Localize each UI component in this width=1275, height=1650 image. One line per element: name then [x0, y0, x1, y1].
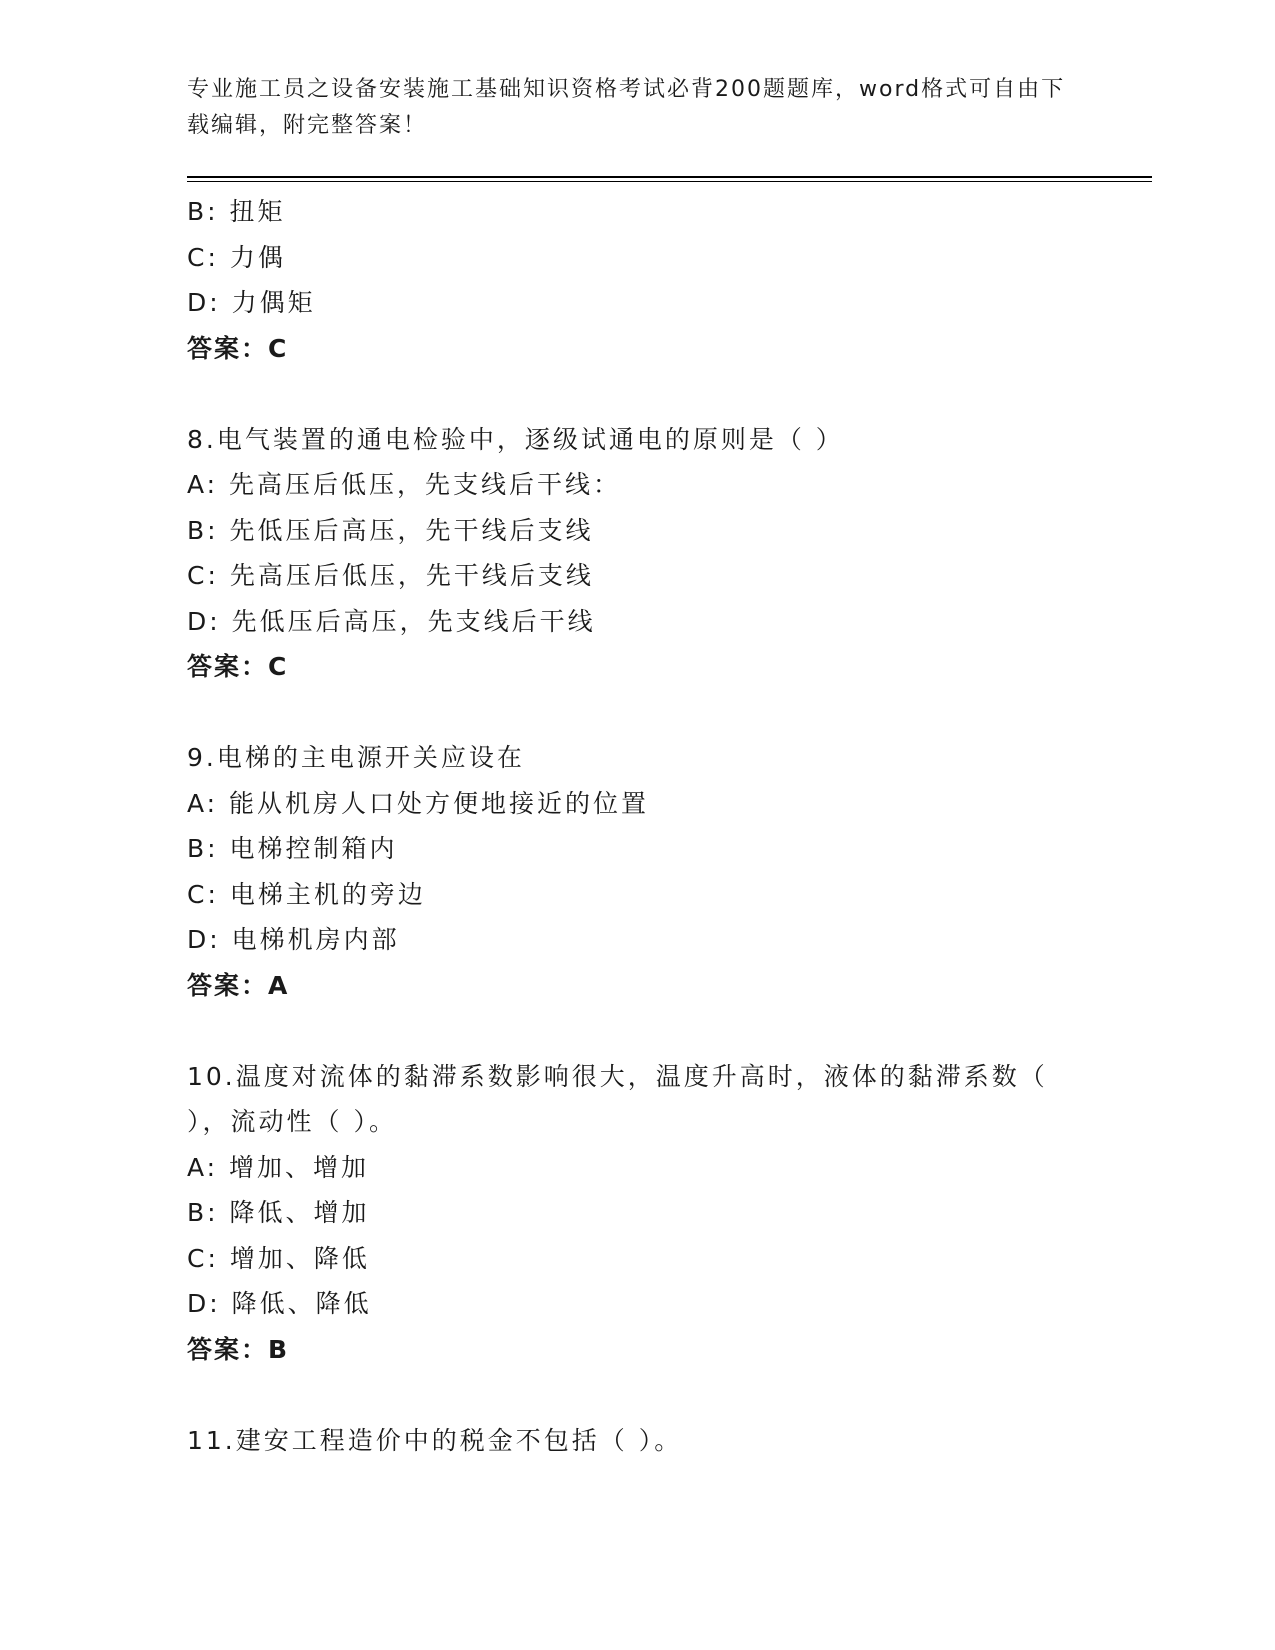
option-d: D: 电梯机房内部: [187, 925, 400, 954]
question-9-block: [187, 735, 1087, 1008]
question-text-line-2: ），流动性（ ）。: [187, 1107, 397, 1136]
document-header: 专业施工员之设备安装施工基础知识资格考试必背200题题库，word格式可自由下载编辑，附完整答案！: [187, 77, 1066, 138]
answer-line: 答案：B: [187, 1334, 290, 1364]
option-c: C: 力偶: [187, 242, 286, 272]
spacer: [187, 690, 1087, 736]
question-8-block: [187, 417, 1087, 690]
question-content: [187, 189, 1087, 1463]
option-d: D: 先低压后高压，先支线后干线: [187, 606, 596, 636]
option-b: B: 降低、增加: [187, 1198, 370, 1227]
option-b: B: 扭矩: [187, 197, 286, 226]
question-11-block: [187, 1418, 1087, 1464]
option-a: A: 能从机房人口处方便地接近的位置: [187, 788, 650, 818]
option-c: C: 增加、降低: [187, 1243, 370, 1273]
answer-line: 答案：A: [187, 970, 290, 1000]
option-d: D: 降低、降低: [187, 1289, 372, 1318]
prev-question-block: [187, 189, 1087, 371]
option-d: D: 力偶矩: [187, 288, 316, 317]
answer-line: 答案：C: [187, 652, 289, 681]
option-b: B: 先低压后高压，先干线后支线: [187, 515, 594, 545]
spacer: [187, 1008, 1087, 1054]
answer-line: 答案：C: [187, 333, 289, 363]
question-text: 9.电梯的主电源开关应设在: [187, 743, 525, 772]
spacer: [187, 371, 1087, 417]
question-text-line-1: 10.温度对流体的黏滞系数影响很大，温度升高时，液体的黏滞系数（: [187, 1061, 1048, 1091]
question-10-block: [187, 1054, 1087, 1373]
option-a: A: 先高压后低压，先支线后干线：: [187, 470, 622, 499]
question-text: 8.电气装置的通电检验中，逐级试通电的原则是（ ）: [187, 424, 844, 454]
option-b: B: 电梯控制箱内: [187, 834, 398, 863]
option-a: A: 增加、增加: [187, 1152, 370, 1182]
header-rule-thick: [187, 176, 1152, 178]
spacer: [187, 1372, 1087, 1418]
header-rule-thin: [187, 181, 1152, 182]
question-text: 11.建安工程造价中的税金不包括（ ）。: [187, 1425, 683, 1455]
option-c: C: 先高压后低压，先干线后支线: [187, 561, 594, 590]
option-c: C: 电梯主机的旁边: [187, 879, 426, 909]
